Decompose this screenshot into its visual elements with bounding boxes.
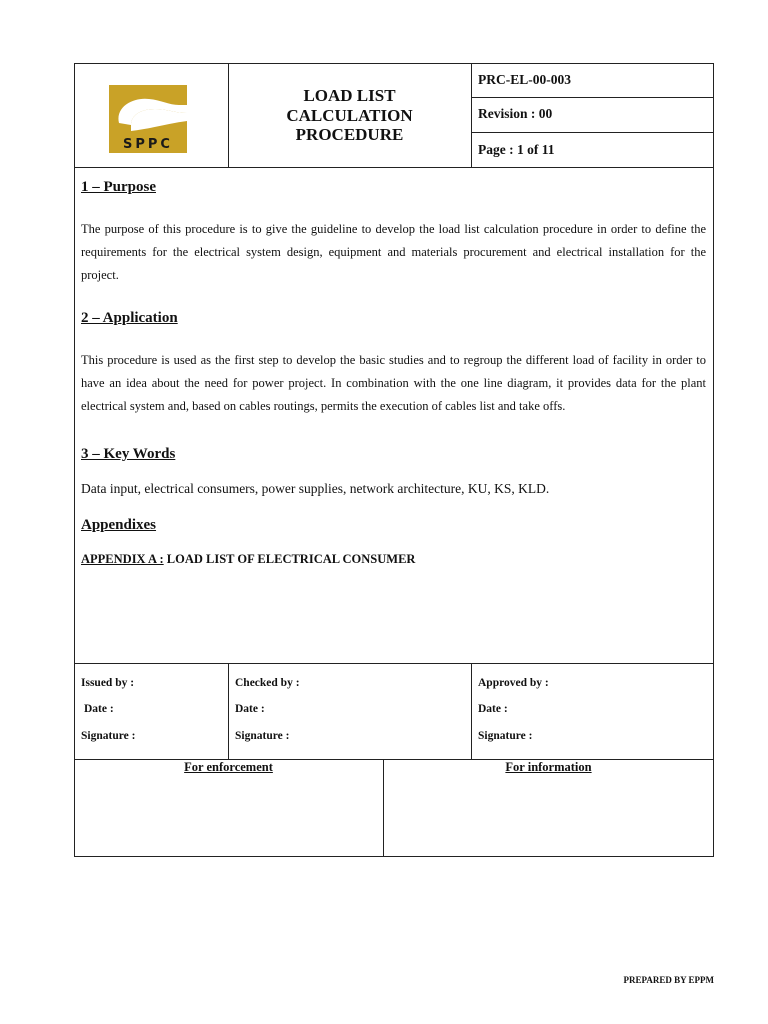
purpose-heading: 1 – Purpose: [81, 179, 156, 195]
header-row-line-2: [471, 132, 714, 133]
checked-by-label: Checked by :: [235, 677, 300, 689]
appendix-a-label: APPENDIX A :: [81, 552, 164, 566]
keywords-heading: 3 – Key Words: [81, 446, 176, 462]
prepared-by-footer: PREPARED BY EPPM: [623, 975, 714, 985]
for-enforcement-label: For enforcement: [184, 760, 273, 774]
approved-date-label: Date :: [478, 703, 508, 715]
checked-date-label: Date :: [235, 703, 265, 715]
document-number: PRC-EL-00-003: [478, 72, 571, 87]
revision-field: Revision : 00: [478, 106, 553, 121]
header-row-line-1: [471, 97, 714, 98]
issued-by-label: Issued by :: [81, 677, 135, 689]
page-field: Page : 1 of 11: [478, 142, 555, 157]
header-divider-right: [471, 63, 472, 168]
title-line-3: PROCEDURE: [295, 125, 404, 144]
approved-signature-label: Signature :: [478, 730, 533, 742]
appendix-a: [81, 552, 415, 567]
for-information-label: For information: [505, 760, 592, 774]
sppc-logo: [109, 85, 187, 153]
checked-signature-label: Signature :: [235, 730, 290, 742]
signoff-top-line: [74, 663, 714, 664]
keywords-text: Data input, electrical consumers, power supplies, network architecture, KU, KS, KLD.: [81, 481, 550, 496]
svg-text:SPPC: SPPC: [123, 137, 173, 152]
document-title: [228, 86, 471, 145]
application-text: This procedure is used as the first step to develop the basic studies and to regroup the different load of facility in order to have an idea about the need for power project. In combination with the one line diagram, it provides data for the plant electrical system and, based on cables routings, permits the execution of cables list and take offs.: [81, 353, 706, 413]
issued-date-label: Date :: [84, 703, 114, 715]
appendix-a-title: LOAD LIST OF ELECTRICAL CONSUMER: [163, 552, 416, 566]
issued-signature-label: Signature :: [81, 730, 136, 742]
application-heading: 2 – Application: [81, 310, 178, 326]
approved-by-label: Approved by :: [478, 677, 549, 689]
appendixes-heading: Appendixes: [81, 517, 157, 533]
signoff-divider-right: [471, 663, 472, 759]
title-line-1: LOAD LIST: [303, 86, 396, 105]
title-line-2: CALCULATION: [286, 105, 413, 125]
header-bottom-line: [74, 167, 714, 168]
signoff-divider-left: [228, 663, 229, 759]
purpose-text: The purpose of this procedure is to give the guideline to develop the load list calculation procedure in order to define the requirements for the electrical system design, equipment and materials procurement and electrical installation for the project.: [81, 222, 706, 282]
